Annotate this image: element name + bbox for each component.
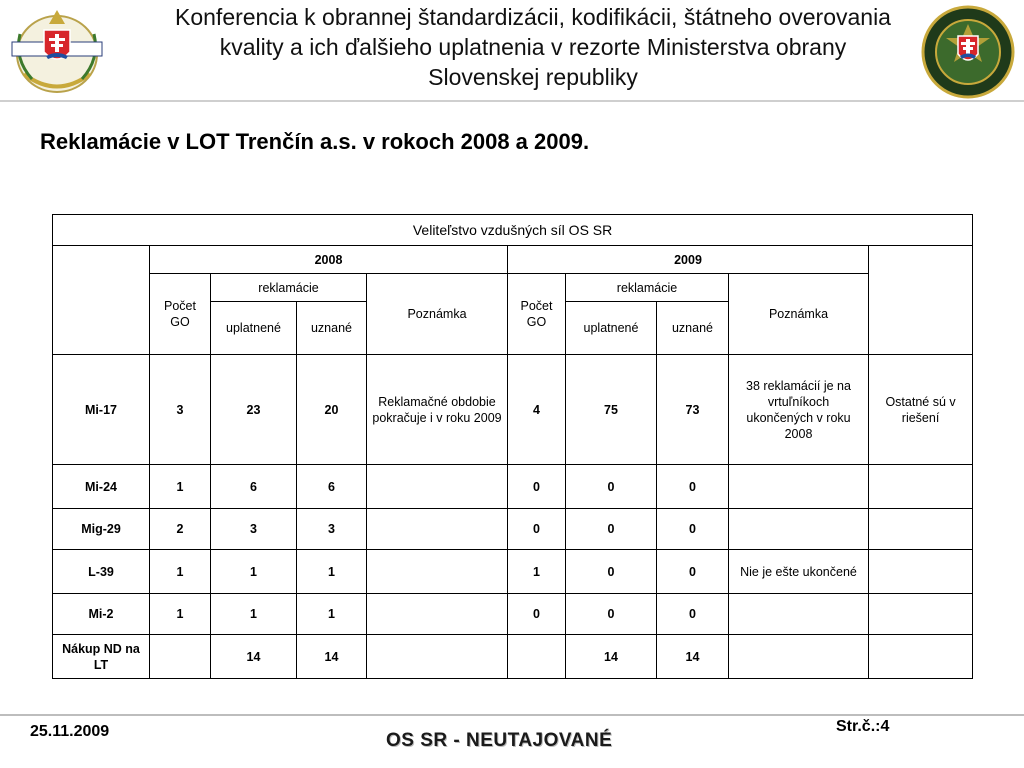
cell-remark (869, 594, 973, 635)
cell-uplatnene-2009: 0 (566, 465, 657, 509)
conference-title-line-1: Konferencia k obrannej štandardizácii, kodifikácii, štátneho overovania (175, 4, 891, 30)
cell-note-2008: Reklamačné obdobie pokračuje i v roku 2009 (367, 355, 508, 465)
cell-go-2008 (150, 635, 211, 679)
uplatnene-2008-header: uplatnené (211, 302, 297, 355)
footer-divider (0, 714, 1024, 716)
table-row (53, 550, 973, 594)
aircraft-header-blank (53, 246, 150, 355)
cell-uplatnene-2008: 1 (211, 594, 297, 635)
slide-header (0, 0, 1024, 100)
cell-go-2009: 1 (508, 550, 566, 594)
cell-note-2008 (367, 509, 508, 550)
cell-go-2008: 1 (150, 465, 211, 509)
cell-uznane-2008: 6 (297, 465, 367, 509)
reklamacie-2008-header: reklamácie (211, 274, 367, 302)
cell-go-2009: 0 (508, 465, 566, 509)
cell-remark (869, 635, 973, 679)
cell-uznane-2009: 0 (657, 550, 729, 594)
remark-header-blank (869, 246, 973, 355)
cell-note-2009 (729, 594, 869, 635)
cell-go-2008: 2 (150, 509, 211, 550)
cell-go-2009 (508, 635, 566, 679)
cell-uznane-2009: 0 (657, 509, 729, 550)
cell-note-2008 (367, 465, 508, 509)
cell-note-2009 (729, 465, 869, 509)
cell-uznane-2009: 0 (657, 594, 729, 635)
cell-go-2009: 0 (508, 594, 566, 635)
footer-date: 25.11.2009 (30, 723, 110, 740)
cell-uznane-2008: 3 (297, 509, 367, 550)
cell-remark (869, 465, 973, 509)
aircraft-name: Mi-2 (53, 594, 150, 635)
cell-remark: Ostatné sú v riešení (869, 355, 973, 465)
cell-go-2008: 1 (150, 594, 211, 635)
aircraft-name: L-39 (53, 550, 150, 594)
uznane-2009-header: uznané (657, 302, 729, 355)
table-row (53, 635, 973, 679)
complaints-table (52, 214, 973, 679)
cell-go-2009: 0 (508, 509, 566, 550)
cell-uznane-2008: 1 (297, 550, 367, 594)
page-number: Str.č.:4 (836, 718, 890, 735)
cell-go-2008: 1 (150, 550, 211, 594)
cell-uplatnene-2008: 6 (211, 465, 297, 509)
cell-uplatnene-2008: 1 (211, 550, 297, 594)
cell-uznane-2009: 73 (657, 355, 729, 465)
cell-remark (869, 509, 973, 550)
cell-uplatnene-2009: 0 (566, 594, 657, 635)
cell-uplatnene-2008: 23 (211, 355, 297, 465)
uznane-2008-header: uznané (297, 302, 367, 355)
table-row (53, 509, 973, 550)
cell-uznane-2008: 14 (297, 635, 367, 679)
conference-title-line-2: kvality a ich ďalšieho uplatnenia v rezorte Ministerstva obrany (219, 34, 847, 60)
poznamka-2008-header: Poznámka (367, 274, 508, 355)
poznamka-2009-header: Poznámka (729, 274, 869, 355)
command-header: Veliteľstvo vzdušných síl OS SR (53, 215, 973, 246)
classification-label: OS SR - NEUTAJOVANÉ (386, 730, 613, 751)
cell-uplatnene-2009: 0 (566, 550, 657, 594)
slide-title: Reklamácie v LOT Trenčín a.s. v rokoch 2008 a 2009. (40, 129, 590, 154)
cell-go-2008: 3 (150, 355, 211, 465)
cell-note-2009: Nie je ešte ukončené (729, 550, 869, 594)
conference-title-line-3: Slovenskej republiky (428, 64, 638, 90)
aircraft-name: Mi-17 (53, 355, 150, 465)
cell-note-2009 (729, 509, 869, 550)
table-row (53, 465, 973, 509)
year-2008-header: 2008 (150, 246, 508, 274)
pocet-go-2008-header: Počet GO (150, 274, 211, 355)
cell-note-2009: 38 reklamácií je na vrtuľníkoch ukončených v roku 2008 (729, 355, 869, 465)
reklamacie-2009-header: reklamácie (566, 274, 729, 302)
cell-uplatnene-2009: 75 (566, 355, 657, 465)
conference-title (128, 2, 938, 92)
cell-uznane-2008: 20 (297, 355, 367, 465)
table-row (53, 594, 973, 635)
year-2009-header: 2009 (508, 246, 869, 274)
table-row (53, 355, 973, 465)
cell-note-2008 (367, 635, 508, 679)
cell-uznane-2009: 14 (657, 635, 729, 679)
header-divider (0, 100, 1024, 102)
aircraft-name: Nákup ND na LT (53, 635, 150, 679)
aircraft-name: Mi-24 (53, 465, 150, 509)
cell-uznane-2009: 0 (657, 465, 729, 509)
military-office-emblem-icon (918, 4, 1018, 100)
cell-go-2009: 4 (508, 355, 566, 465)
cell-uplatnene-2008: 3 (211, 509, 297, 550)
cell-uznane-2008: 1 (297, 594, 367, 635)
cell-uplatnene-2008: 14 (211, 635, 297, 679)
cell-note-2008 (367, 550, 508, 594)
pocet-go-2009-header: Počet GO (508, 274, 566, 355)
cell-remark (869, 550, 973, 594)
aircraft-name: Mig-29 (53, 509, 150, 550)
cell-note-2008 (367, 594, 508, 635)
conference-emblem-icon (4, 4, 110, 96)
cell-note-2009 (729, 635, 869, 679)
cell-uplatnene-2009: 14 (566, 635, 657, 679)
cell-uplatnene-2009: 0 (566, 509, 657, 550)
uplatnene-2009-header: uplatnené (566, 302, 657, 355)
